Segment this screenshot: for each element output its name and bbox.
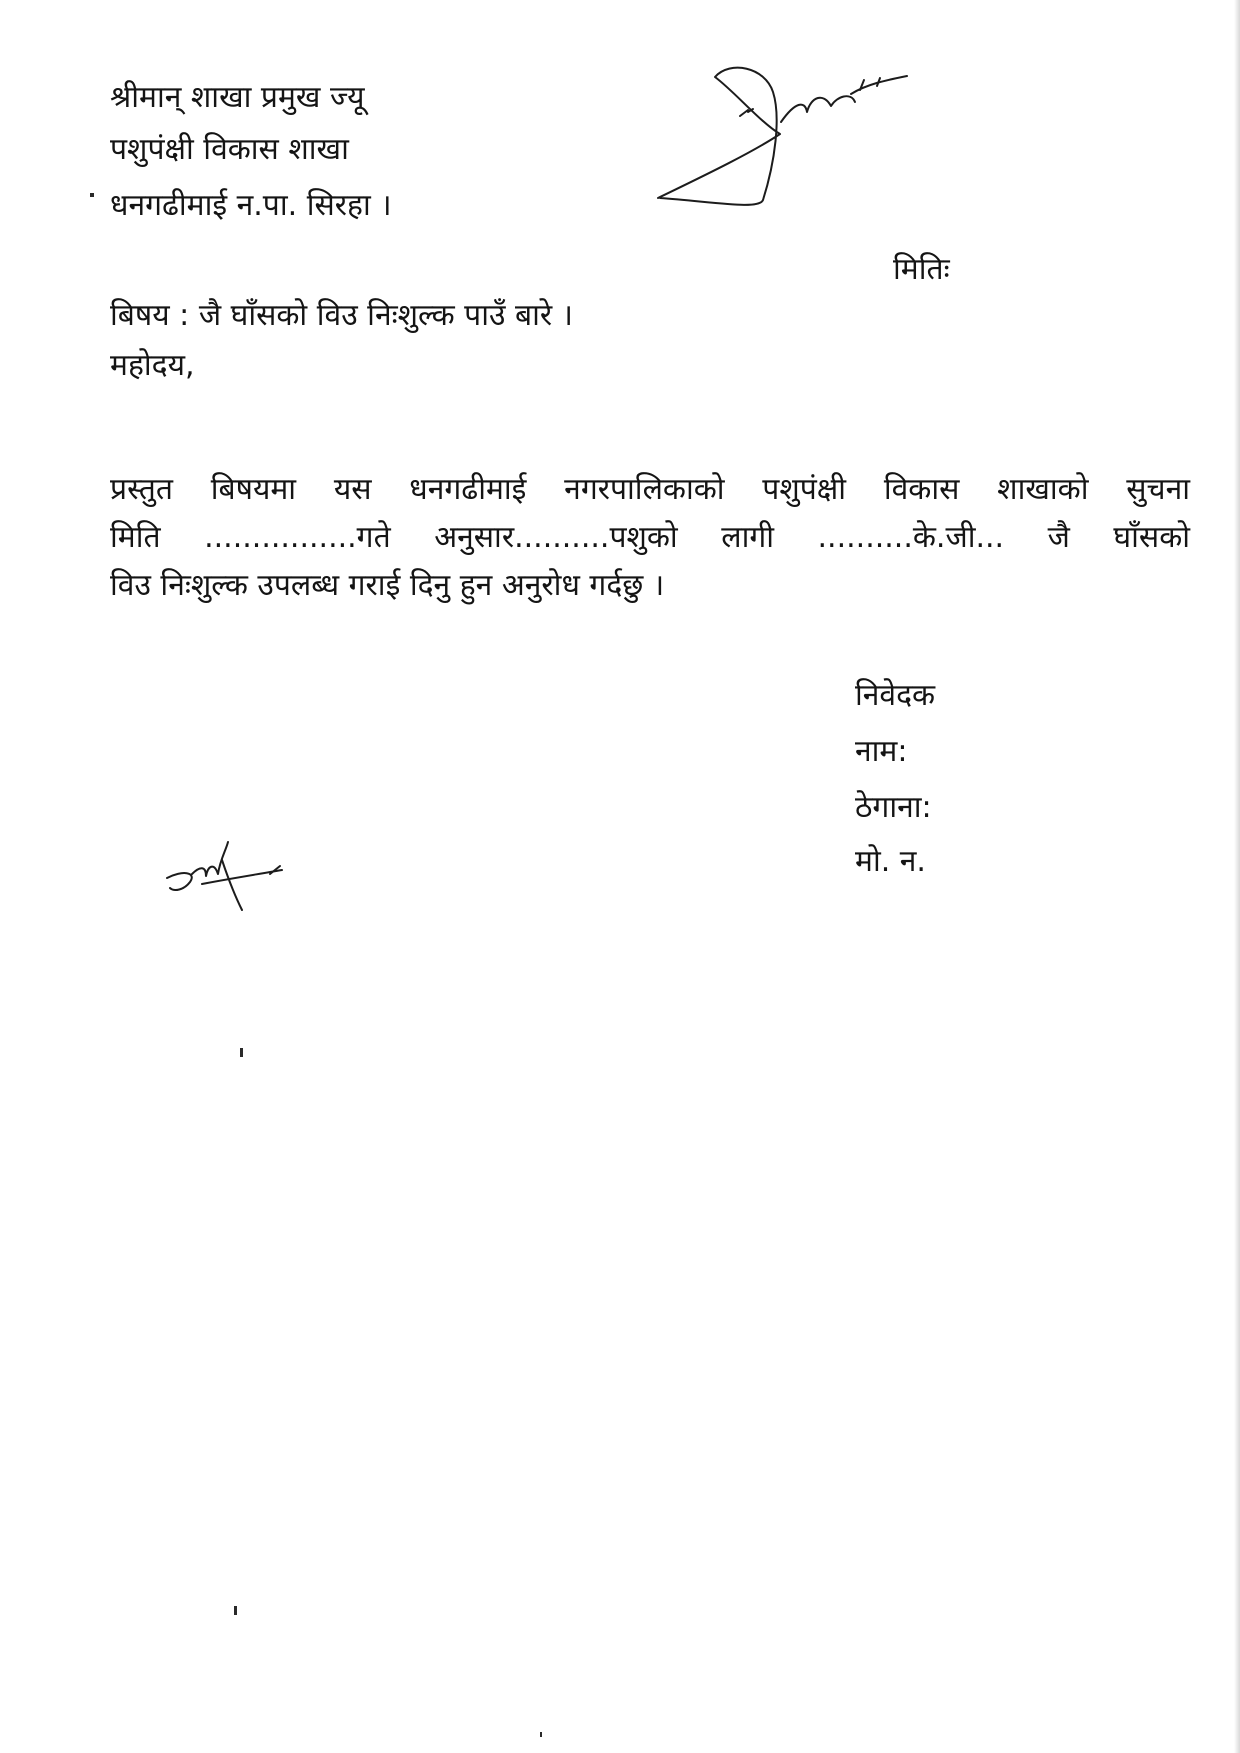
body-line-3: विउ निःशुल्क उपलब्ध गराई दिनु हुन अनुरोध गर्दछु । (110, 568, 665, 603)
scan-speck (540, 1732, 542, 1737)
body-line-1: प्रस्तुत बिषयमा यस धनगढीमाई नगरपालिकाको पशुपंक्षी विकास शाखाको सुचना (110, 472, 1190, 507)
scan-speck (234, 1606, 237, 1615)
scan-speck (240, 1048, 243, 1057)
recipient-line-1: श्रीमान् शाखा प्रमुख ज्यू (110, 80, 365, 115)
date-label: मितिः (893, 252, 950, 287)
applicant-mobile-label: मो. न. (855, 844, 926, 879)
initials-signature (162, 830, 302, 920)
recipient-line-3: धनगढीमाई न.पा. सिरहा । (110, 188, 392, 223)
salutation: महोदय, (110, 348, 195, 383)
scan-speck (90, 193, 94, 197)
applicant-address-label: ठेगाना: (855, 790, 932, 825)
applicant-heading: निवेदक (855, 678, 936, 713)
body-paragraph (110, 466, 1190, 610)
subject-line: बिषय : जै घाँसको विउ निःशुल्क पाउँ बारे । (110, 298, 574, 333)
scan-edge-shadow (1234, 0, 1240, 1753)
applicant-name-label: नाम: (855, 734, 908, 769)
body-line-2: मिति ................गते अनुसार..........पशुको लागी ..........के.जी... जै घाँसको (110, 520, 1190, 555)
recipient-line-2: पशुपंक्षी विकास शाखा (110, 132, 349, 167)
officer-signature (655, 62, 915, 212)
